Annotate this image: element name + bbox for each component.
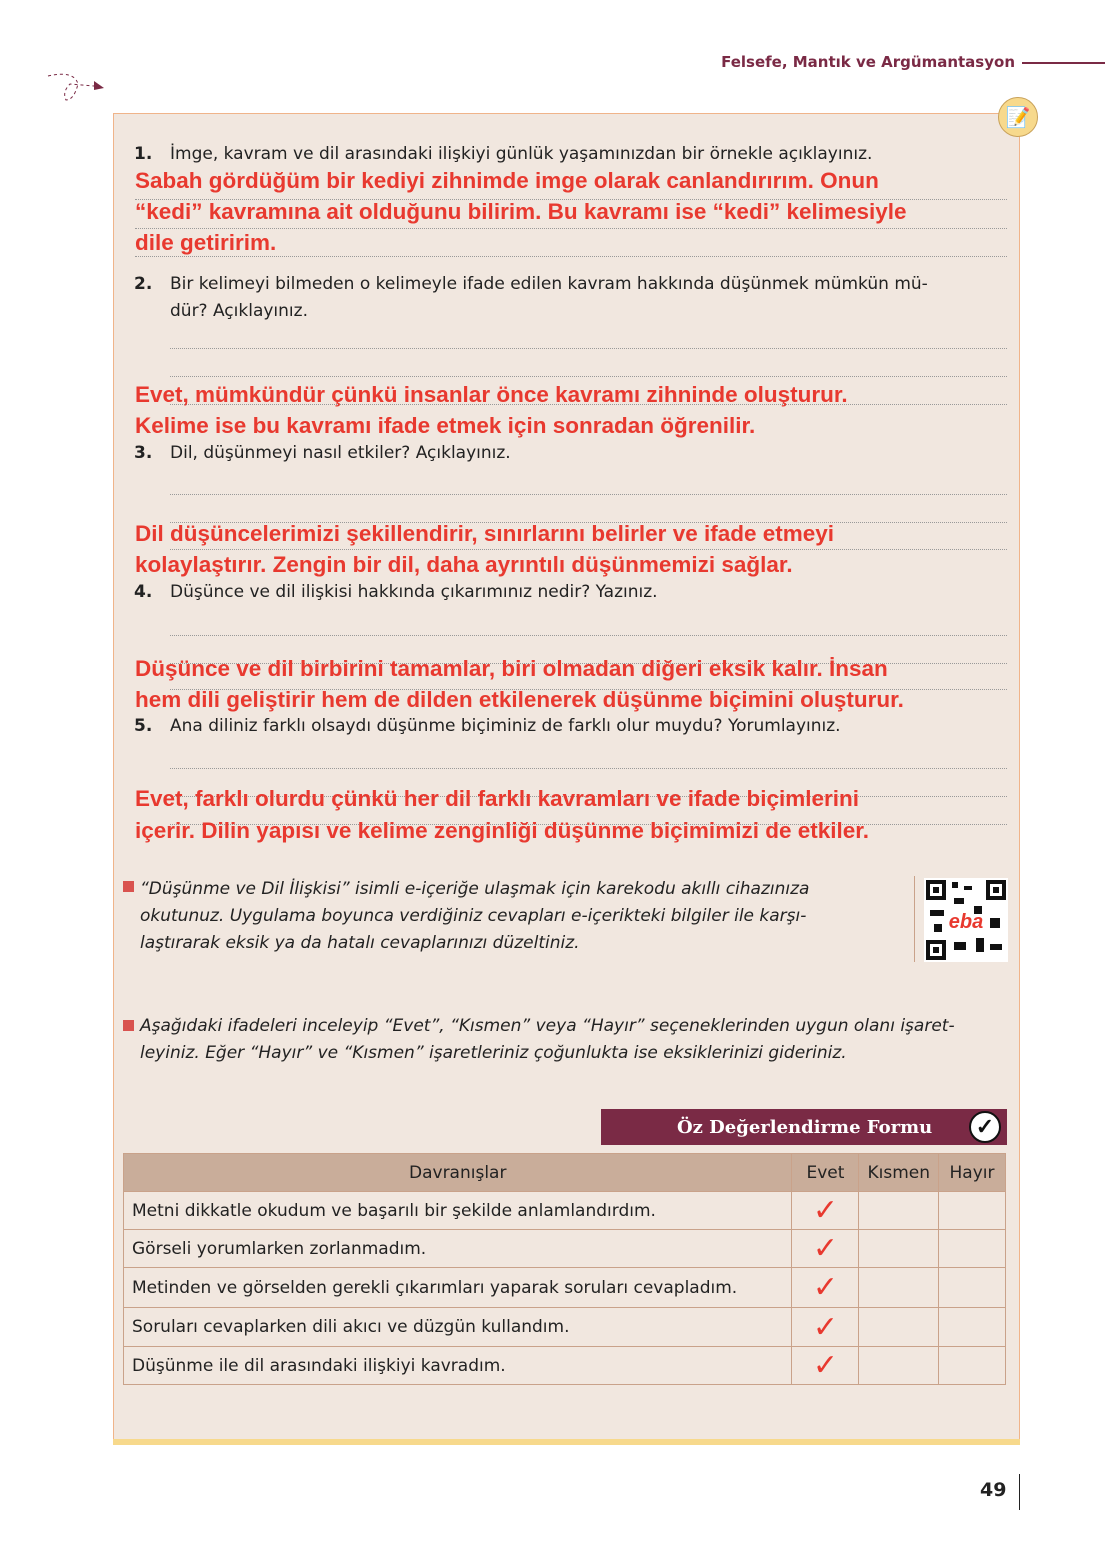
kismen-cell[interactable] (859, 1268, 939, 1308)
evet-cell[interactable]: ✓ (792, 1192, 859, 1230)
dashed-arrow-icon (44, 70, 108, 106)
table-row: Soruları cevaplarken dili akıcı ve düzgün kullandım. ✓ (124, 1308, 1006, 1347)
hayir-cell[interactable] (939, 1308, 1006, 1347)
answer-2-line[interactable]: Kelime ise bu kavramı ifade etmek için sonradan öğrenilir. (135, 413, 756, 438)
hayir-cell[interactable] (939, 1268, 1006, 1308)
answer-1-line[interactable]: Sabah gördüğüm bir kediyi zihnimde imge olarak canlandırırım. Onun (135, 168, 879, 193)
form-title: Öz Değerlendirme Formu (677, 1117, 933, 1138)
header-title: Felsefe, Mantık ve Argümantasyon (721, 53, 1015, 71)
answer-4-line[interactable]: hem dili geliştirir hem de dilden etkilenerek düşünme biçimini oluşturur. (135, 687, 904, 712)
self-assessment-banner (601, 1109, 1007, 1145)
kismen-cell[interactable] (859, 1308, 939, 1347)
question-5: 5. Ana diliniz farklı olsaydı düşünme biçiminiz de farklı olur muydu? Yorumlayınız. (134, 716, 841, 736)
answer-4-line[interactable]: Düşünce ve dil birbirini tamamlar, biri olmadan diğeri eksik kalır. İnsan (135, 656, 888, 681)
kismen-cell[interactable] (859, 1347, 939, 1385)
answer-5-line[interactable]: Evet, farklı olurdu çünkü her dil farklı kavramları ve ifade biçimlerini (135, 786, 860, 811)
question-2-cont: dür? Açıklayınız. (170, 301, 308, 321)
question-4: 4. Düşünce ve dil ilişkisi hakkında çıkarımınız nedir? Yazınız. (134, 582, 658, 602)
e-content-note: “Düşünme ve Dil İlişkisi” isimli e-içeriğe ulaşmak için karekodu akıllı cihazınıza okutunuz. Uygulama boyunca verdiğiniz cevapları e-içerikteki bilgiler ile karşı- laştırarak eksik ya da hatalı cevaplarınızı düzeltiniz. (140, 879, 810, 953)
answer-3-line[interactable]: kolaylaştırır. Zengin bir dil, daha ayrıntılı düşünmemizi sağlar. (135, 552, 793, 577)
question-2: 2. Bir kelimeyi bilmeden o kelimeyle ifade edilen kavram hakkında düşünmek mümkün mü- (134, 274, 928, 294)
table-row: Düşünme ile dil arasındaki ilişkiyi kavradım. ✓ (124, 1347, 1006, 1385)
answer-2-line[interactable]: Evet, mümkündür çünkü insanlar önce kavramı zihninde oluşturur. (135, 382, 848, 407)
evet-cell[interactable]: ✓ (792, 1347, 859, 1385)
answer-1-line[interactable]: “kedi” kavramına ait olduğunu bilirim. Bu kavramı ise “kedi” kelimesiyle (135, 199, 907, 224)
bullet-square (123, 1020, 134, 1031)
hayir-cell[interactable] (939, 1230, 1006, 1268)
page-number: 49 (980, 1479, 1007, 1501)
question-1: 1. İmge, kavram ve dil arasındaki ilişkiyi günlük yaşamınızdan bir örnekle açıklayınız. (134, 144, 873, 164)
table-row: Metinden ve görselden gerekli çıkarımları yaparak soruları cevapladım. ✓ (124, 1268, 1006, 1308)
self-assessment-instructions: Aşağıdaki ifadeleri inceleyip “Evet”, “Kısmen” veya “Hayır” seçeneklerinden uygun olanı işaret- leyiniz. Eğer “Hayır” ve “Kısmen” işaretleriniz çoğunlukta ise eksiklerinizi gideriniz. (140, 1016, 955, 1063)
question-3: 3. Dil, düşünmeyi nasıl etkiler? Açıklayınız. (134, 443, 511, 463)
evet-cell[interactable]: ✓ (792, 1268, 859, 1308)
eba-logo: eba (948, 911, 984, 933)
self-assessment-table (123, 1153, 1006, 1385)
checkmark-circle-icon: ✓ (969, 1111, 1001, 1143)
notepad-icon: 📝 (998, 97, 1038, 137)
page-number-rule (1019, 1474, 1020, 1510)
hayir-cell[interactable] (939, 1347, 1006, 1385)
header-rule (1022, 62, 1105, 64)
kismen-cell[interactable] (859, 1192, 939, 1230)
answer-5-line[interactable]: içerir. Dilin yapısı ve kelime zenginliği düşünme biçimimizi de etkiler. (135, 818, 870, 843)
answer-1-line[interactable]: dile getiririm. (135, 230, 277, 255)
box-bottom-strip (113, 1439, 1020, 1445)
hayir-cell[interactable] (939, 1192, 1006, 1230)
table-row: Görseli yorumlarken zorlanmadım. ✓ (124, 1230, 1006, 1268)
table-row: Metni dikkatle okudum ve başarılı bir şekilde anlamlandırdım. ✓ (124, 1192, 1006, 1230)
bullet-square (123, 881, 134, 892)
qr-code[interactable] (924, 878, 1008, 962)
divider (914, 876, 915, 962)
evet-cell[interactable]: ✓ (792, 1308, 859, 1347)
kismen-cell[interactable] (859, 1230, 939, 1268)
table-header: Davranışlar Evet Kısmen Hayır (124, 1154, 1006, 1192)
evet-cell[interactable]: ✓ (792, 1230, 859, 1268)
answer-3-line[interactable]: Dil düşüncelerimizi şekillendirir, sınırlarını belirler ve ifade etmeyi (135, 521, 835, 546)
